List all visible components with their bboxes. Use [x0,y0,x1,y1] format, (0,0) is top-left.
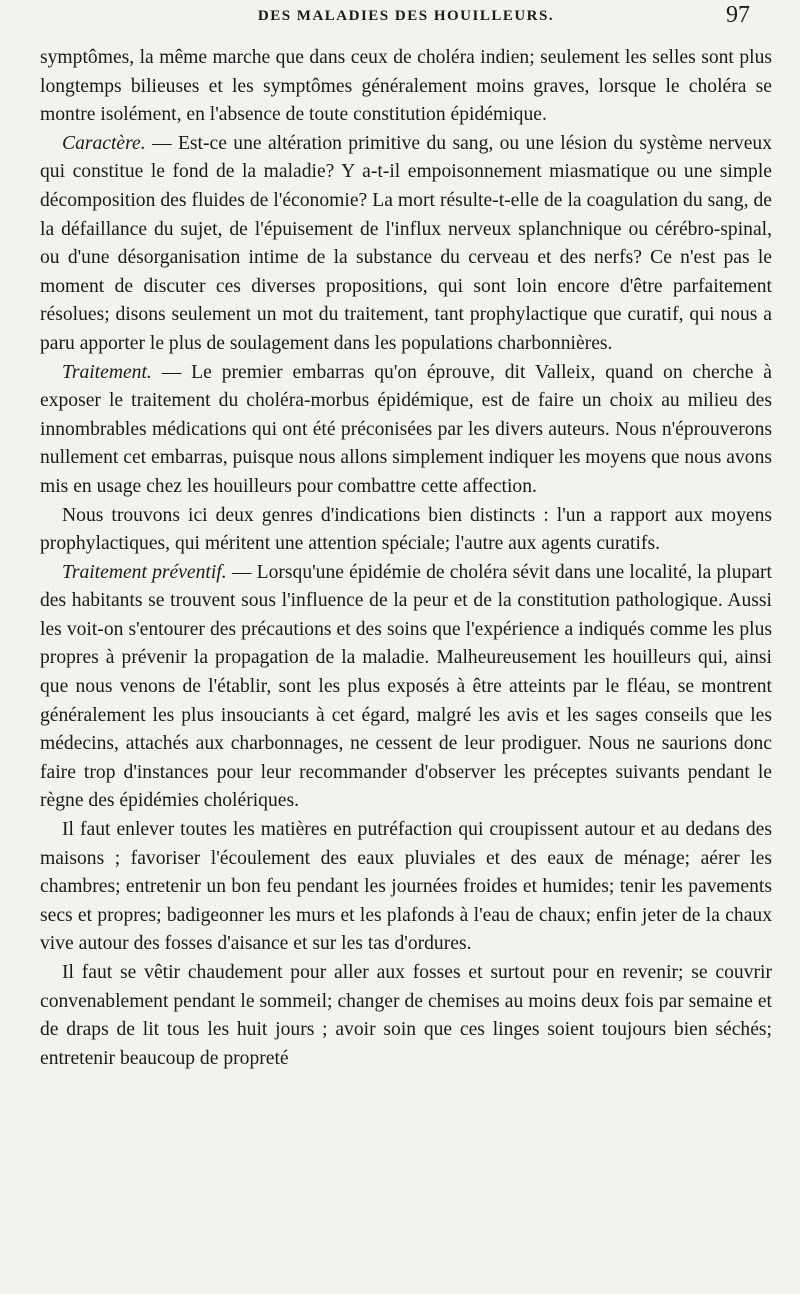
paragraph-traitement-text: — Le premier embarras qu'on éprouve, dit Valleix, quand on cherche à exposer le traitement du choléra-morbus épidémique, est de faire un choix au milieu des innombrables médications qui ont été préconisées par les divers auteurs. Nous n'éprouverons nullement cet embarras, puisque nous allons simplement indiquer les moyens que nous avons mis en usage chez les houilleurs pour combattre cette affection. [40,361,772,497]
section-heading-traitement-preventif: Traitement préventif. [62,561,227,583]
paragraph-traitement-preventif-text: — Lorsqu'une épidémie de choléra sévit dans une localité, la plupart des habitants se trouvent sous l'influence de la peur et de la constitution pathologique. Aussi les voit-on s'entourer des précautions et des soins que l'expérience a indiqués comme les plus propres à prévenir la propagation de la maladie. Malheureusement les houilleurs qui, ainsi que nous venons de l'établir, sont les plus exposés à être atteints par le fléau, se montrent généralement les plus insouciants à cet égard, malgré les avis et les sages conseils que les médecins, attachés aux charbonnages, ne cessent de leur prodiguer. Nous ne saurions donc faire trop d'instances pour leur recommander d'observer les préceptes suivants pendant le règne des épidémies cholériques. [40,561,772,812]
paragraph-hygiene-personnelle-text: Il faut se vêtir chaudement pour aller aux fosses et surtout pour en revenir; se couvrir convenablement pendant le sommeil; changer de chemises au moins deux fois par semaine et de draps de lit tous les huit jours ; avoir soin que ces linges soient toujours bien séchés; entretenir beaucoup de propreté [40,962,772,1069]
paragraph-indications [40,502,772,559]
paragraph-caractere [40,130,772,359]
running-header [40,0,772,40]
paragraph-hygiene-maisons [40,816,772,959]
paragraph-1-text: symptômes, la même marche que dans ceux de choléra indien; seulement les selles sont plus longtemps bilieuses et les symptômes généralement moins graves, lorsque le choléra se montre isolément, en l'absence de toute constitution épidémique. [40,47,772,126]
section-heading-caractere: Caractère. [62,132,146,154]
paragraph-caractere-text: — Est-ce une altération primitive du sang, ou une lésion du système nerveux qui constitue le fond de la maladie? Y a-t-il empoisonnement miasmatique ou une simple décomposition des fluides de l'économie? La mort résulte-t-elle de la coagulation du sang, de la défaillance du sujet, de l'épuisement de l'influx nerveux splanchnique ou cérébro-spinal, ou d'une désorganisation intime de la substance du cerveau et des nerfs? Ce n'est pas le moment de discuter ces diverses propositions, qui sont loin encore d'être parfaitement résolues; disons seulement un mot du traitement, tant prophylactique que curatif, qui nous a paru apporter le plus de soulagement dans les populations charbonnières. [40,132,772,354]
paragraph-hygiene-maisons-text: Il faut enlever toutes les matières en putréfaction qui croupissent autour et au dedans des maisons ; favoriser l'écoulement des eaux pluviales et des eaux de ménage; aérer les chambres; entretenir un bon feu pendant les journées froides et humides; tenir les pavements secs et propres; badigeonner les murs et les plafonds à l'eau de chaux; enfin jeter de la chaux vive autour des fosses d'aisance et sur les tas d'ordures. [40,819,772,955]
paragraph-traitement [40,359,772,502]
paragraph-traitement-preventif [40,559,772,816]
paragraph-indications-text: Nous trouvons ici deux genres d'indications bien distincts : l'un a rapport aux moyens prophylactiques, qui méritent une attention spéciale; l'autre aux agents curatifs. [40,504,772,555]
running-title: DES MALADIES DES HOUILLEURS. [257,8,555,24]
paragraph-1 [40,44,772,130]
body-text [40,44,772,1073]
section-heading-traitement: Traitement. [62,361,152,383]
page-number: 97 [726,2,750,28]
paragraph-hygiene-personnelle [40,959,772,1073]
